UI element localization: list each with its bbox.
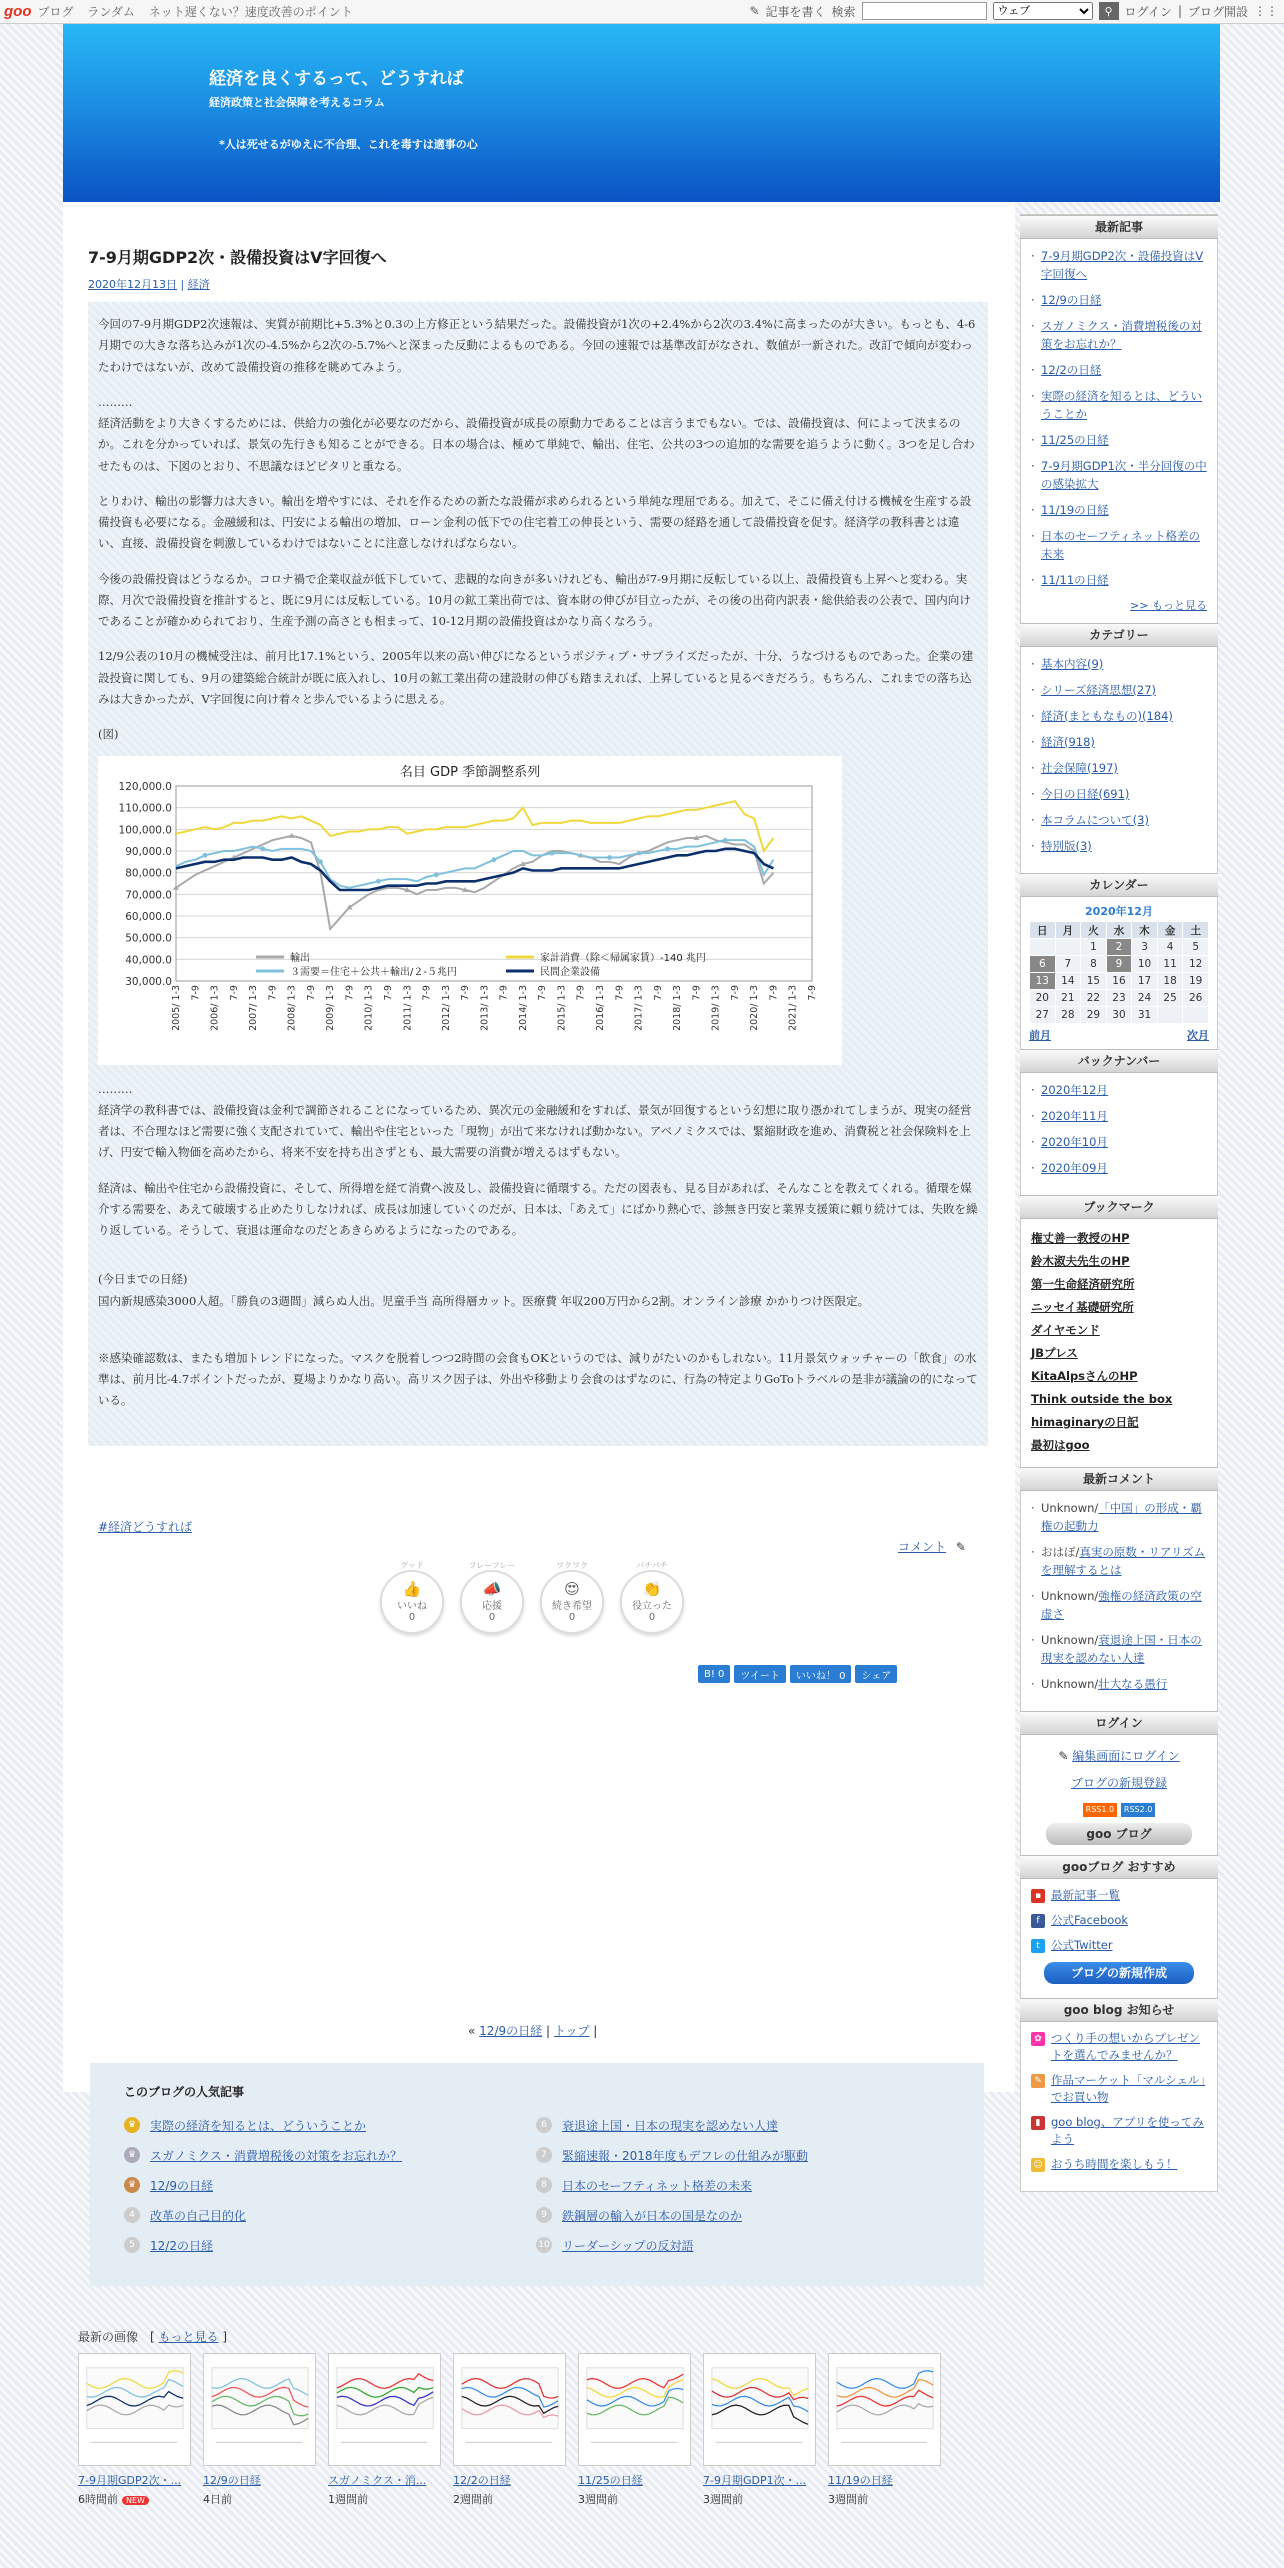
backnumber-item: · 2020年10月 — [1031, 1133, 1207, 1151]
calendar: 日 月 火 水 木 金 土 1 2 3 4 5 6 7 8 9 10 11 12 13 14 15 16 17 18 19 20 21 22 23 24 25 26 27 28 29 30 31 — [1029, 921, 1209, 1024]
data-point — [665, 846, 670, 851]
entry-date-link[interactable]: 2020年12月13日 — [88, 278, 177, 291]
popular-item: ♛ 12/9の日経 — [124, 2170, 536, 2200]
data-point — [203, 852, 208, 857]
recent-more-link[interactable]: もっと見る — [158, 2330, 219, 2344]
y-tick-label: 120,000.0 — [118, 780, 172, 793]
sidebar-heading: カレンダー — [1020, 873, 1218, 897]
topbar-link-speed[interactable]: ネット遅くない？速度改善のポイント — [148, 5, 353, 19]
reaction-useful-button[interactable]: パチパチ 👏 役立った 0 — [620, 1570, 684, 1634]
thumbnail-plot — [837, 2368, 933, 2429]
thumbnail-plot — [462, 2368, 558, 2429]
x-tick-label: 2009/ 1-3 — [325, 984, 337, 1031]
login-edit-link[interactable]: 編集画面にログイン — [1072, 1749, 1180, 1763]
sidebar-category-item: · 社会保障(197) — [1031, 759, 1207, 777]
comment-area — [898, 1538, 966, 1555]
x-tick-label: 7-9 — [537, 984, 549, 1001]
pencil-icon: ✎ — [749, 4, 760, 18]
recent-image-item[interactable]: 11/19の日経 3週間前 — [828, 2353, 941, 2507]
recent-images — [78, 2328, 978, 2507]
entry-title[interactable]: 7-9月期GDP2次・設備投資はV字回復へ — [88, 248, 387, 267]
sidebar-heading: gooブログ おすすめ — [1020, 1855, 1218, 1879]
y-tick-label: 50,000.0 — [125, 932, 172, 945]
sidebar-heading: ブックマーク — [1020, 1195, 1218, 1219]
x-tick-label: 7-9 — [267, 984, 279, 1001]
calendar-prev-link[interactable]: 前月 — [1029, 1029, 1051, 1042]
x-tick-label: 2016/ 1-3 — [595, 984, 606, 1031]
y-tick-label: 60,000.0 — [125, 910, 172, 923]
reaction-buttons — [380, 1561, 684, 1634]
bookmark-link[interactable]: himaginaryの日記 — [1031, 1415, 1139, 1429]
data-point — [607, 855, 612, 860]
notice-item: ✿ つくり手の想いからプレゼントを選んでみませんか？ — [1031, 2030, 1207, 2064]
sidebar-category-item: · 今日の日経(691) — [1031, 785, 1207, 803]
rss1-badge[interactable]: RSS1.0 — [1083, 1803, 1117, 1817]
social-buttons — [698, 1665, 897, 1683]
market-icon: ✎ — [1031, 2074, 1045, 2088]
legend-label: 民間企業設備 — [540, 966, 600, 978]
recent-comment-item: · Unknown/強権の経済政策の空虚さ — [1031, 1587, 1207, 1623]
y-tick-label: 40,000.0 — [125, 953, 172, 966]
blog-header — [63, 24, 1220, 202]
sidebar-latest-item: · 12/2の日経 — [1031, 361, 1207, 379]
x-tick-label: 2008/ 1-3 — [286, 984, 298, 1031]
x-tick-label: 7-9 — [729, 984, 741, 1001]
recent-image-item[interactable]: 7-9月期GDP2次・... 6時間前 NEW — [78, 2353, 191, 2507]
entry-paragraph: ※感染確認数は、またも増加トレンドになった。マスクを脱着しつつ2時間の会食もOKというのでは、減りがたいのかもしれない。11月景気ウォッチャーの「飲食」の水準は、前月比-4.7ポイントだったが、夏場よりかなり高い。高リスク因子は、外出や移動より会食のはずなのに、行為の特定よりGoToトラベルの是非が議論の的になっている。 — [98, 1350, 978, 1408]
sidebar-latest-item: · スガノミクス・消費増税後の対策をお忘れか？ — [1031, 317, 1207, 353]
calendar-month: 2020年12月 — [1085, 905, 1153, 918]
x-tick-label: 7-9 — [421, 984, 433, 1001]
facebook-icon: f — [1031, 1914, 1045, 1928]
crown-icon: ♛ — [124, 2147, 140, 2163]
rss2-badge[interactable]: RSS2.0 — [1121, 1803, 1155, 1817]
x-tick-label: 2005/ 1-3 — [171, 984, 182, 1031]
tweet-button[interactable]: ツイート — [734, 1665, 786, 1683]
x-tick-label: 7-9 — [305, 984, 317, 1001]
recommend-item: ▪ 最新記事一覧 — [1031, 1887, 1207, 1904]
notice-item: ✎ 作品マーケット「マルシェル」でお買い物 — [1031, 2072, 1207, 2106]
recent-comment-item: · Unknown/壮大なる愚行 — [1031, 1675, 1207, 1693]
popular-articles — [90, 2063, 984, 2286]
search-label: 検索 — [831, 4, 856, 19]
x-tick-label: 7-9 — [575, 984, 587, 1001]
sidebar-category-item: · 経済(まともなもの)(184) — [1031, 707, 1207, 725]
sidebar-latest-item: · 実際の経済を知るとは、どういうことか — [1031, 387, 1207, 423]
entry-separator: ……… — [98, 394, 133, 409]
y-tick-label: 90,000.0 — [125, 845, 172, 858]
thumbnail-image[interactable] — [203, 2353, 316, 2466]
search-icon: ⚲ — [1104, 4, 1113, 18]
recent-image-item[interactable]: 12/2の日経 2週間前 — [453, 2353, 566, 2507]
x-tick-label: 2020/ 1-3 — [749, 984, 761, 1031]
sidebar-latest-item: · 12/9の日経 — [1031, 291, 1207, 309]
recent-comment-item: · Unknown/「中国」の形成・覇権の起動力 — [1031, 1499, 1207, 1535]
sidebar-heading: ログイン — [1020, 1711, 1218, 1735]
data-point — [260, 846, 265, 851]
bookmark-link[interactable]: 権丈善一教授のHP — [1031, 1231, 1130, 1245]
sidebar-category-item: · 経済(918) — [1031, 733, 1207, 751]
recent-image-item[interactable]: 11/25の日経 3週間前 — [578, 2353, 691, 2507]
gift-icon: ✿ — [1031, 2032, 1045, 2046]
entry-meta: 2020年12月13日 | 経済 — [88, 278, 210, 291]
clap-icon: 👏 — [642, 1580, 662, 1598]
notice-item: ▮ goo blog、アプリを使ってみよう — [1031, 2114, 1207, 2148]
data-point — [434, 872, 439, 877]
x-tick-label: 7-9 — [228, 984, 240, 1001]
twitter-icon: t — [1031, 1939, 1045, 1953]
thumbnail-image[interactable] — [453, 2353, 566, 2466]
crown-icon: ♛ — [124, 2117, 140, 2133]
y-tick-label: 80,000.0 — [125, 867, 172, 880]
x-tick-label: 7-9 — [460, 984, 472, 1001]
sidebar-latest-item: · 7-9月期GDP2次・設備投資はV字回復へ — [1031, 247, 1207, 283]
top-link[interactable]: トップ — [553, 2024, 590, 2038]
data-point — [318, 859, 323, 864]
thumbnail-image[interactable] — [78, 2353, 191, 2466]
y-tick-label: 110,000.0 — [118, 802, 172, 815]
x-tick-label: 7-9 — [190, 984, 202, 1001]
reaction-more-button[interactable]: ワクワク 😍 続き希望 0 — [540, 1570, 604, 1634]
bookmark-link[interactable]: KitaAlpsさんのHP — [1031, 1369, 1138, 1383]
sidebar-heading: goo blog お知らせ — [1020, 1998, 1218, 2022]
today-summary: 国内新規感染3000人超。「勝負の3週間」減らぬ人出。児童手当 高所得層カット。医療費 年収200万円から2割。オンライン診療 かかりつけ医限定。 — [98, 1293, 870, 1308]
recent-images-header: 最新の画像 [ もっと見る ] — [78, 2330, 228, 2344]
x-tick-label: 2018/ 1-3 — [672, 984, 684, 1031]
x-tick-label: 7-9 — [614, 984, 626, 1001]
x-tick-label: 7-9 — [383, 984, 394, 1001]
recent-comment-item: · Unknown/衰退途上国・日本の現実を認めない人達 — [1031, 1631, 1207, 1667]
hatena-bookmark-button[interactable]: B! 0 — [698, 1665, 730, 1683]
entry-paragraph: 経済活動をより大きくするためには、供給力の強化が必要なのだから、設備投資が成長の原動力であることは言うまでもない。では、設備投資は、何によって決まるのか。これを分かっていれば、景気の先行きも知ることができる。日本の場合は、極めて単純で、輸出、住宅、公共の3つの追加的な需要を追うように動く。3つを足し合わせたものは、下図のとおり、不思議なほどピタリと重なる。 — [98, 416, 975, 473]
topbar-link-random[interactable]: ランダム — [87, 5, 135, 19]
sidebar-latest-item: · 日本のセーフティネット格差の未来 — [1031, 527, 1207, 563]
sidebar-heading: バックナンバー — [1020, 1049, 1218, 1073]
x-tick-label: 2019/ 1-3 — [710, 984, 722, 1031]
pencil-icon: ✎ — [1058, 1749, 1073, 1763]
x-tick-label: 2021/ 1-3 — [787, 984, 799, 1031]
grid-menu-icon[interactable]: ⋮⋮ — [1254, 4, 1278, 18]
popular-item: 5 12/2の日経 — [124, 2230, 536, 2260]
today-heading: (今日までの日経) — [98, 1272, 188, 1287]
sidebar-latest-item: · 11/19の日経 — [1031, 501, 1207, 519]
share-button[interactable]: シェア — [855, 1665, 897, 1683]
sidebar-category-item: · 基本内容(9) — [1031, 655, 1207, 673]
thumbnail-plot — [712, 2368, 808, 2429]
bookmark-link[interactable]: 鈴木淑夫先生のHP — [1031, 1254, 1130, 1268]
top-bar — [0, 0, 1284, 24]
sidebar-heading: 最新記事 — [1020, 215, 1218, 239]
heart-eyes-icon: 😍 — [564, 1580, 580, 1598]
sidebar-heading: 最新コメント — [1020, 1467, 1218, 1491]
legend-label: ３需要＝住宅＋公共＋輸出/２-５兆円 — [290, 966, 457, 978]
sidebar-category-item: · 本コラムについて(3) — [1031, 811, 1207, 829]
data-point — [723, 837, 728, 842]
chart-title: 名目 GDP 季節調整系列 — [399, 764, 541, 780]
entry-paragraph: 経済学の教科書では、設備投資は金利で調節されることになっているため、異次元の金融緩和をすれば、景気が回復するという幻想に取り憑かれてしまうが、現実の経営者は、不合理なほど需要に強く支配されていて、輸出や住宅といった「現物」が出て来なければ動かない。アベノミクスでは、緊縮財政を進め、消費税と社会保険料を上げ、円安で輸入物価を高めたから、将来不安を持ち出さずとも、最大需要の消費が増えるはずもない。 — [98, 1102, 972, 1160]
reaction-cheer-button[interactable]: フレーフレー 📣 応援 0 — [460, 1570, 524, 1634]
entry-category-link[interactable]: 経済 — [187, 278, 210, 291]
search-input[interactable] — [862, 2, 987, 20]
data-point — [549, 850, 554, 855]
entry-pager: « 12/9の日経 | トップ | — [468, 2024, 598, 2038]
blog-subtitle: 経済政策と社会保障を考えるコラム — [209, 96, 385, 109]
reaction-good-button[interactable]: グッド 👍 いいね 0 — [380, 1570, 444, 1634]
gdp-chart — [98, 756, 842, 1065]
bookmark-link[interactable]: JBプレス — [1031, 1346, 1078, 1360]
data-point — [492, 857, 497, 862]
thumbnail-image[interactable] — [703, 2353, 816, 2466]
x-tick-label: 2006/ 1-3 — [209, 984, 221, 1031]
backnumber-item: · 2020年12月 — [1031, 1081, 1207, 1099]
entry-paragraph: 今後の設備投資はどうなるか。コロナ禍で企業収益が低下していて、悲観的な向きが多いけれども、輸出が7-9月期に反転している以上、設備投資も上昇へと変わる。実際、月次で設備投資を推計すると、既に9月には反転している。10月の鉱工業出荷では、資本財の伸びが目立ったが、その後の出荷内訳表・総供給表の公表で、国内向けであることが確かめられており、生産予測の高さとも相まって、10-12月期の設備投資はかなり高くなろう。 — [98, 571, 971, 629]
x-tick-label: 7-9 — [498, 984, 510, 1001]
bookmark-link[interactable]: ニッセイ基礎研究所 — [1031, 1300, 1134, 1314]
sidebar-category-item: · 特別版(3) — [1031, 837, 1207, 855]
comment-link[interactable]: コメント — [898, 1540, 947, 1554]
hashtag-link[interactable]: #経済どうすれば — [98, 1520, 193, 1534]
x-tick-label: 2010/ 1-3 — [363, 984, 375, 1031]
data-point — [376, 878, 381, 883]
bookmark-link[interactable]: ダイヤモンド — [1031, 1323, 1100, 1337]
popular-item: 10 リーダーシップの反対語 — [536, 2230, 948, 2260]
thumbnail-image[interactable] — [578, 2353, 691, 2466]
search-button[interactable] — [1099, 2, 1119, 20]
entry-separator: ……… — [98, 1081, 133, 1096]
calendar-next-link[interactable]: 次月 — [1187, 1029, 1209, 1042]
legend-label: 家計消費（除＜帰属家賃）-140 兆円 — [540, 952, 706, 964]
sidebar-latest-item: · 11/25の日経 — [1031, 431, 1207, 449]
thumbs-up-icon: 👍 — [402, 1580, 422, 1598]
x-tick-label: 2013/ 1-3 — [479, 984, 491, 1031]
recent-image-item[interactable]: 7-9月期GDP1次・... 3週間前 — [703, 2353, 816, 2507]
recent-image-item[interactable]: スガノミクス・消... 1週間前 — [328, 2353, 441, 2507]
register-blog-link[interactable]: ブログの新規登録 — [1070, 1776, 1167, 1790]
entry-paragraph: 今回の7-9月期GDP2次速報は、実質が前期比+5.3%と0.3の上方修正という結果だった。設備投資が1次の+2.4%から2次の3.4%に高まったのが大きい。もっとも、4-6月期での大きな落ち込みが1次の-4.5%から2次の-5.7%へと深まった反動によるものである。今回の速報では基準改訂がなされ、数値が一新された。改訂で傾向が変わったわけではないが、改めて設備投資の推移を眺めてみよう。 — [98, 317, 976, 374]
facebook-like-button[interactable]: いいね！ 0 — [790, 1665, 852, 1683]
x-tick-label: 2014/ 1-3 — [517, 984, 529, 1031]
x-tick-label: 7-9 — [768, 984, 780, 1001]
backnumber-item: · 2020年09月 — [1031, 1159, 1207, 1177]
x-tick-label: 7-9 — [652, 984, 664, 1001]
recommend-item: t 公式Twitter — [1031, 1937, 1207, 1954]
legend-label: 輸出 — [290, 952, 310, 964]
thumbnail-image[interactable] — [328, 2353, 441, 2466]
popular-item: 8 日本のセーフティネット格差の未来 — [536, 2170, 948, 2200]
recent-comment-item: · おはぼ/真実の原数・リアリズムを理解するとは — [1031, 1543, 1207, 1579]
goo-logo[interactable]: goo — [4, 3, 32, 20]
blog-quote: *人は死せるがゆえに不合理、これを毒すは適事の心 — [219, 138, 478, 151]
blog-title[interactable]: 経済を良くするって、どうすれば — [209, 69, 464, 89]
y-tick-label: 30,000.0 — [125, 975, 172, 988]
figure-label: (図) — [98, 727, 119, 742]
x-tick-label: 2017/ 1-3 — [633, 984, 645, 1031]
search-scope-select[interactable] — [993, 2, 1093, 20]
topbar-link-blog[interactable]: ブログ — [37, 5, 74, 19]
news-icon: ▪ — [1031, 1889, 1045, 1903]
bookmark-link[interactable]: 第一生命経済研究所 — [1031, 1277, 1135, 1291]
sidebar-heading: カテゴリー — [1020, 623, 1218, 647]
recommend-item: f 公式Facebook — [1031, 1912, 1207, 1929]
x-tick-label: 2011/ 1-3 — [402, 984, 414, 1031]
megaphone-icon: 📣 — [482, 1580, 502, 1598]
sidebar-latest-item: · 7-9月期GDP1次・半分回復の中の感染拡大 — [1031, 457, 1207, 493]
goo-blog-button[interactable]: goo ブログ — [1046, 1823, 1192, 1845]
create-blog-button[interactable]: ブログの新規作成 — [1044, 1962, 1194, 1984]
popular-item: ♛ 実際の経済を知るとは、どういうことか — [124, 2110, 536, 2140]
smile-icon: ☺ — [1031, 2158, 1045, 2172]
login-link[interactable]: ログイン — [1124, 4, 1172, 19]
x-tick-label: 7-9 — [691, 984, 703, 1001]
app-icon: ▮ — [1031, 2116, 1045, 2130]
x-tick-label: 2015/ 1-3 — [556, 984, 568, 1031]
popular-item: ♛ スガノミクス・消費増税後の対策をお忘れか？ — [124, 2140, 536, 2170]
latest-more-link[interactable]: >> もっと見る — [1130, 599, 1207, 612]
thumbnail-plot — [212, 2368, 308, 2429]
new-badge: NEW — [122, 2496, 149, 2505]
popular-title: このブログの人気記事 — [124, 2085, 245, 2099]
recent-image-item[interactable]: 12/9の日経 4日前 — [203, 2353, 316, 2507]
write-article-link[interactable]: 記事を書く — [765, 4, 826, 19]
entry-body — [88, 302, 988, 1446]
sidebar — [1020, 214, 1218, 2192]
prev-entry-link[interactable]: 12/9の日経 — [479, 2024, 543, 2038]
thumbnail-image[interactable] — [828, 2353, 941, 2466]
entry-paragraph: とりわけ、輸出の影響力は大きい。輸出を増やすには、それを作るための新たな設備が求められるという単純な理屈である。加えて、そこに備え付ける機械を生産する設備投資も必要になる。金融緩和は、円安による輸出の増加、ローン金利の低下での住宅着工の伸長という、需要の経路を通して設備投資を促す。経済学の教科書とは違い、直接、設備投資を刺激しているわけではないことに注意しなければならない。 — [98, 493, 972, 551]
sidebar-category-item: · シリーズ経済思想(27) — [1031, 681, 1207, 699]
entry — [88, 215, 988, 1446]
entry-paragraph: 12/9公表の10月の機械受注は、前月比17.1%という、2005年以来の高い伸びになるというポジティブ・サプライズだったが、十分、うなづけるものであった。企業の建設投資に関しても、9月の建築総合統計が既に底入れし、10月の鉱工業出荷の建設財の伸びも踏まえれば、上昇していると見るべきだろう。もちろん、これまでの落ち込みは大きかったが、V字回復に向け着々と歩んでいるように思える。 — [98, 649, 974, 706]
notice-item: ☺ おうち時間を楽しもう！ — [1031, 2156, 1207, 2173]
pencil-icon: ✎ — [955, 1540, 966, 1554]
popular-item: 4 改革の自己目的化 — [124, 2200, 536, 2230]
y-tick-label: 70,000.0 — [125, 888, 172, 901]
entry-paragraph: 経済は、輸出や住宅から設備投資に、そして、所得増を経て消費へ波及し、設備投資に循環する。ただの図表も、見る目があれば、そんなことを教えてくれる。循環を媒介する需要を、あえて破壊する止めたりしなければ、成長は加速していくのだが、日本は、「あえて」にばかり熱心で、診無き円安と業界支援策に頼り続けては、失敗を繰り返している。そうして、衰退は運命なのだとあきらめるようになったのである。 — [98, 1180, 978, 1238]
x-tick-label: 2012/ 1-3 — [440, 984, 452, 1031]
popular-item: 7 緊縮速報・2018年度もデフレの仕組みが駆動 — [536, 2140, 948, 2170]
sidebar-latest-item: · 11/11の日経 — [1031, 571, 1207, 589]
y-tick-label: 100,000.0 — [118, 823, 172, 836]
popular-item: 9 鉄鋼層の輸入が日本の国是なのか — [536, 2200, 948, 2230]
backnumber-item: · 2020年11月 — [1031, 1107, 1207, 1125]
bookmark-link[interactable]: Think outside the box — [1031, 1392, 1173, 1406]
x-tick-label: 7-9 — [807, 984, 818, 1001]
x-tick-label: 2007/ 1-3 — [248, 984, 260, 1031]
crown-icon: ♛ — [124, 2177, 140, 2193]
bookmark-link[interactable]: 最初はgoo — [1031, 1438, 1090, 1452]
x-tick-label: 7-9 — [344, 984, 356, 1001]
popular-item: 6 衰退途上国・日本の現実を認めない人達 — [536, 2110, 948, 2140]
divider: | — [1177, 4, 1182, 18]
open-blog-link[interactable]: ブログ開設 — [1187, 4, 1248, 19]
